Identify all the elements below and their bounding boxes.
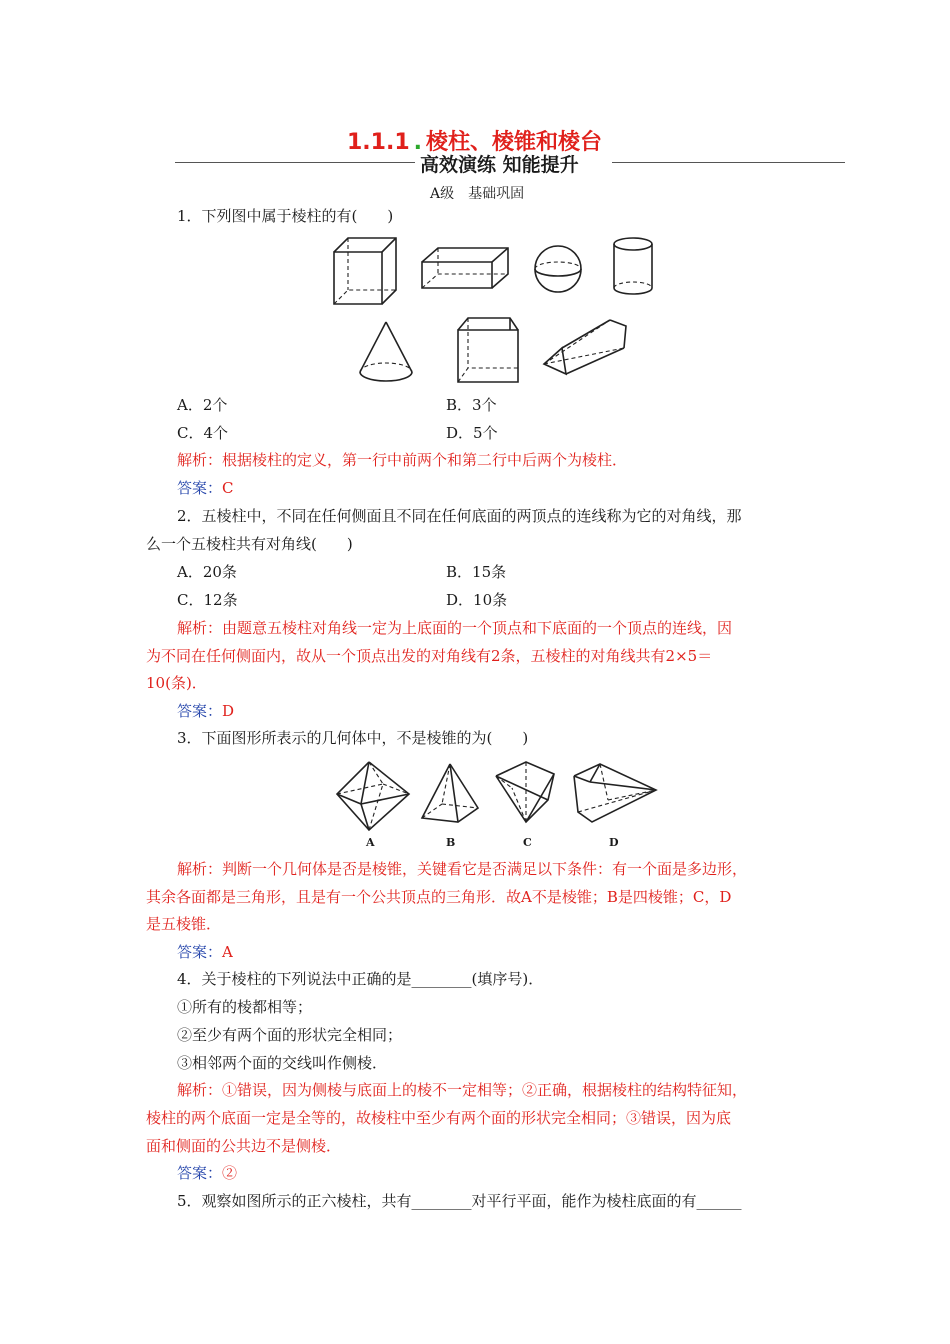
q1-stem: 1．下列图中属于棱柱的有( ) [177, 207, 394, 225]
level-heading: A级 基础巩固 [430, 186, 525, 202]
figure-label-c: C [523, 836, 532, 849]
analysis-text: 判断一个几何体是否是棱锥，关键看它是否满足以下条件：有一个面是多边形， [222, 860, 748, 878]
q4-answer [177, 1163, 237, 1183]
q2-analysis-line1 [177, 618, 732, 638]
q2-option-c: C．12条 [177, 591, 238, 609]
analysis-text: 根据棱柱的定义，第一行中前两个和第二行中后两个为棱柱． [222, 451, 628, 469]
q1-option-a: A．2个 [177, 396, 228, 414]
cube-icon [330, 236, 400, 308]
pentagonal-pyramid-icon-d [570, 760, 660, 828]
rectangular-prism-icon [420, 246, 512, 292]
q2-stem-line2: 么一个五棱柱共有对角线( ) [146, 535, 353, 553]
q4-stem: 4．关于棱柱的下列说法中正确的是________(填序号)． [177, 970, 544, 988]
analysis-text: ①错误，因为侧棱与底面上的棱不一定相等；②正确，根据棱柱的结构特征知， [222, 1081, 748, 1099]
q4-analysis-line2: 棱柱的两个底面一定是全等的，故棱柱中至少有两个面的形状完全相同；③错误，因为底 [146, 1109, 732, 1127]
square-prism-icon [456, 316, 526, 386]
subtitle-rule-right [612, 162, 845, 163]
title-number: 1.1.1 [347, 130, 410, 155]
q4-analysis-line1 [177, 1080, 747, 1100]
q4-item-3: ③相邻两个面的交线叫作侧棱． [177, 1054, 388, 1072]
q4-item-1: ①所有的棱都相等； [177, 998, 313, 1016]
square-pyramid-icon [418, 762, 482, 824]
answer-label: 答案： [177, 702, 223, 720]
q1-option-c: C．4个 [177, 424, 229, 442]
analysis-label: 解析： [177, 451, 223, 469]
q5-stem: 5．观察如图所示的正六棱柱，共有________对平行平面，能作为棱柱底面的有______ [177, 1192, 742, 1210]
q2-option-d: D．10条 [446, 591, 508, 609]
answer-value: A [222, 943, 233, 961]
analysis-text: 由题意五棱柱对角线一定为上底面的一个顶点和下底面的一个顶点的连线，因 [222, 619, 733, 637]
q3-answer [177, 942, 233, 962]
q2-answer [177, 701, 234, 721]
page-subtitle: 高效演练 知能提升 [420, 154, 579, 176]
q1-answer [177, 478, 234, 498]
q2-analysis-line3: 10(条)． [146, 674, 207, 692]
analysis-label: 解析： [177, 860, 223, 878]
answer-label: 答案： [177, 479, 223, 497]
q3-stem: 3．下面图形所表示的几何体中，不是棱锥的为( ) [177, 729, 529, 747]
q3-analysis-line2: 其余各面都是三角形，且是有一个公共顶点的三角形．故A不是棱锥；B是四棱锥；C，D [146, 888, 732, 906]
q2-analysis-line2: 为不同在任何侧面内，故从一个顶点出发的对角线有2条，五棱柱的对角线共有2×5＝ [146, 647, 713, 665]
q4-analysis-line3: 面和侧面的公共边不是侧棱． [146, 1137, 342, 1155]
octahedron-icon [333, 760, 413, 832]
analysis-label: 解析： [177, 1081, 223, 1099]
title-text: 棱柱、棱锥和棱台 [426, 130, 603, 155]
q1-option-d: D．5个 [446, 424, 498, 442]
answer-value: ② [222, 1164, 238, 1182]
q4-item-2: ②至少有两个面的形状完全相同； [177, 1026, 403, 1044]
figure-label-d: D [609, 836, 619, 849]
triangular-prism-icon [540, 318, 630, 378]
q2-option-a: A．20条 [177, 563, 237, 581]
title-dot: . [413, 130, 422, 155]
subtitle-rule-left [175, 162, 415, 163]
q2-stem-line1: 2．五棱柱中，不同在任何侧面且不同在任何底面的两顶点的连线称为它的对角线，那 [177, 507, 742, 525]
figure-label-a: A [366, 836, 375, 849]
q3-analysis-line3: 是五棱锥． [146, 915, 222, 933]
sphere-icon [533, 244, 583, 294]
pentagonal-pyramid-icon-c [492, 760, 560, 826]
answer-value: C [222, 479, 234, 497]
q1-option-b: B．3个 [446, 396, 497, 414]
answer-value: D [222, 702, 235, 720]
cylinder-icon [612, 236, 654, 298]
figure-label-b: B [446, 836, 456, 849]
q2-option-b: B．15条 [446, 563, 507, 581]
answer-label: 答案： [177, 1164, 223, 1182]
answer-label: 答案： [177, 943, 223, 961]
cone-icon [358, 320, 414, 384]
q1-analysis [177, 450, 627, 470]
q3-analysis-line1 [177, 859, 747, 879]
analysis-label: 解析： [177, 619, 223, 637]
